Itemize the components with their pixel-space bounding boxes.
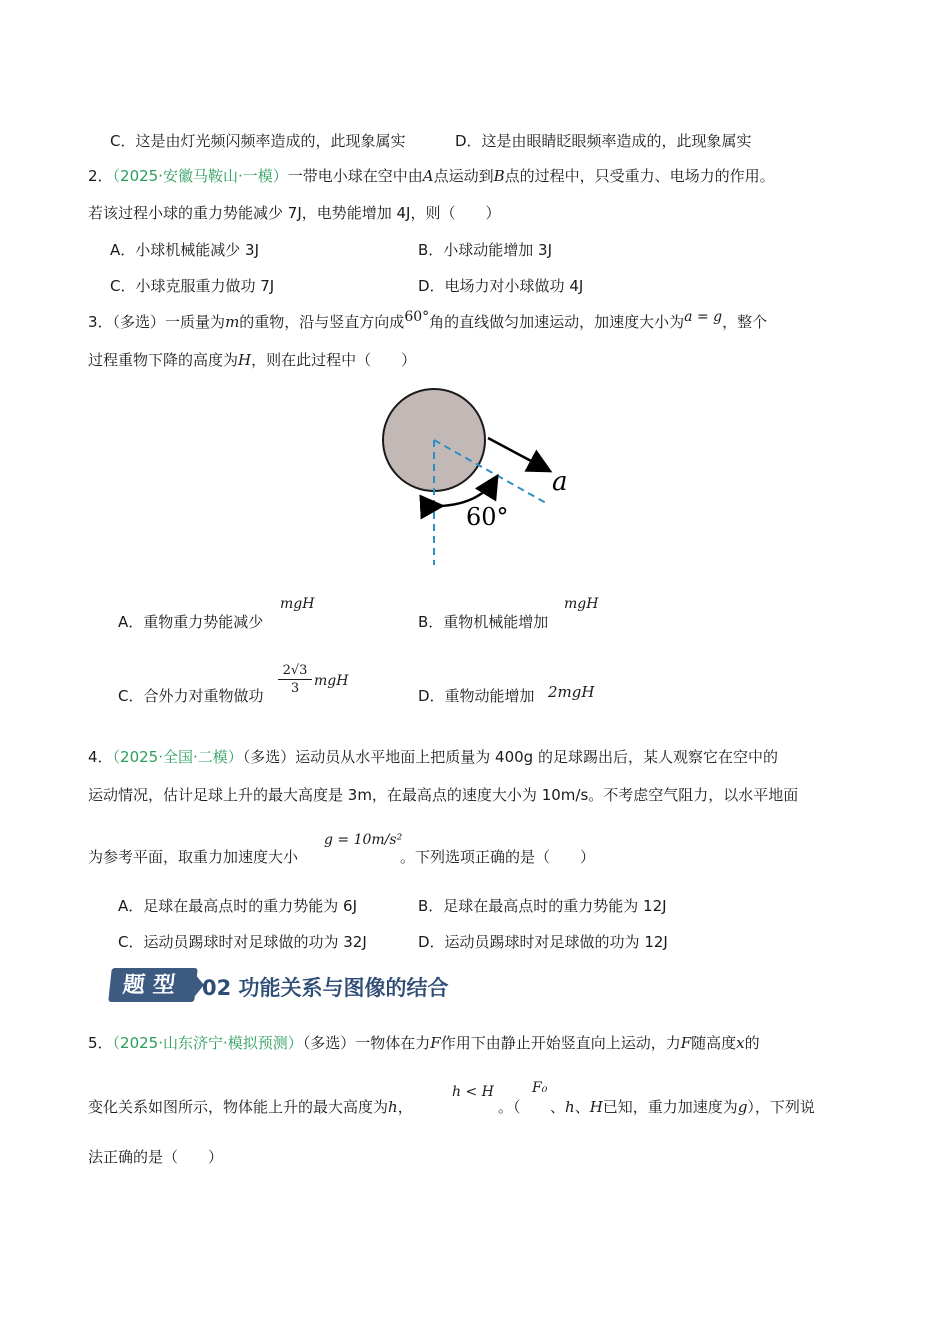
q5-text: 已知，重力加速度为 [602,1098,738,1116]
q5-f0-math: F₀ [532,1080,548,1096]
arrow-label-a: a [552,467,568,497]
q3-option-b: B．重物机械能增加 [418,613,549,631]
q1-option-c: C．这是由灯光频闪频率造成的，此现象属实 [110,132,406,150]
var-m: m [225,313,240,331]
q3-text: ，则在此过程中（ ） [251,351,417,369]
q5-text: （多选）一物体在力 [302,1034,431,1052]
q3-option-d-math: 2mgH [548,683,595,701]
var-h: h [388,1098,398,1116]
var-f: F [430,1034,441,1052]
q1-option-d: D．这是由眼睛眨眼频率造成的，此现象属实 [455,132,752,150]
q2-text: 一带电小球在空中由 [287,167,423,185]
q4-text: （多选）运动员从水平地面上把质量为 400g 的足球踢出后，某人观察它在空中的 [242,748,778,766]
question-source: （2025·全国·二模） [112,748,243,766]
question-number: 4． [88,748,113,766]
section-badge: 题型 [108,968,198,1002]
var-x: x [736,1034,745,1052]
var-h: h [565,1098,575,1116]
point-a-label: A [422,167,434,185]
q3-text: 角的直线做匀加速运动，加速度大小为 [429,313,685,331]
q2-option-d: D．电场力对小球做功 4J [418,277,584,295]
section-title: 02 功能关系与图像的结合 [202,976,449,1000]
q2-text: 点的过程中，只受重力、电场力的作用。 [504,167,775,185]
q3-text: （多选）一质量为 [112,313,226,331]
q4-option-d: D．运动员踢球时对足球做的功为 12J [418,933,668,951]
q4-option-c: C．运动员踢球时对足球做的功为 32J [118,933,367,951]
q3-option-c-fraction [278,662,312,697]
q5-stem-line2c [550,1097,815,1117]
q2-stem-line1 [88,166,775,186]
q5-stem-line1 [88,1033,760,1053]
q5-text: 、 [550,1098,566,1116]
q4-stem-line3b: 。下列选项正确的是（ ） [400,848,596,866]
q5-text: 随高度 [691,1034,737,1052]
acceleration-arrow [488,438,548,470]
q4-stem-line3 [88,847,298,867]
q4-g-math: g = 10m/s² [324,832,403,848]
q3-option-b-math: mgH [564,596,599,612]
angle-label: 60° [466,503,509,531]
accel-math: a = g [684,309,723,325]
var-g: g [737,1098,748,1116]
var-f: F [680,1034,692,1052]
q3-stem-line1 [88,309,768,333]
q5-stem-line3: 法正确的是（ ） [88,1148,224,1166]
q3-text: 的重物，沿与竖直方向成 [239,313,405,331]
q4-stem-line2: 运动情况，估计足球上升的最大高度是 3m，在最高点的速度大小为 10m/s。不考虑空气阻力，以水平地面 [88,786,799,804]
question-source: （2025·安徽马鞍山·一模） [112,167,288,185]
question-number: 2． [88,167,113,185]
q4-option-a: A．足球在最高点时的重力势能为 6J [118,897,357,915]
q3-text: ，整个 [722,313,768,331]
q5-text: 的 [744,1034,760,1052]
q3-text: 过程重物下降的高度为 [88,351,239,369]
q5-text: 变化关系如图所示，物体能上升的最大高度为 [88,1098,389,1116]
q3-option-d: D．重物动能增加 [418,687,535,705]
q4-option-b: B．足球在最高点时的重力势能为 12J [418,897,667,915]
q5-text: 作用下由静止开始竖直向上运动，力 [440,1034,681,1052]
q5-stem-line2b: 。（ [498,1098,521,1116]
question-number: 5． [88,1034,113,1052]
q2-option-b: B．小球动能增加 3J [418,241,553,259]
var-h: H [238,351,252,369]
q5-text: ），下列说 [747,1098,815,1116]
q5-stem-line2a [88,1097,413,1117]
fraction-numerator: 2√3 [278,662,312,680]
var-H: H [589,1098,603,1116]
q2-option-a: A．小球机械能减少 3J [110,241,259,259]
q3-option-c-math: mgH [314,673,349,689]
point-b-label: B [493,167,505,185]
q3-option-a-math: mgH [280,596,315,612]
q2-stem-line2: 若该过程小球的重力势能减少 7J，电势能增加 4J，则（ ） [88,204,501,222]
q3-stem-line2 [88,350,416,370]
fraction-denominator: 3 [290,681,300,696]
q3-option-c: C．合外力对重物做功 [118,687,264,705]
q4-stem-line1 [88,747,778,767]
q3-figure [370,380,590,570]
q3-option-a: A．重物重力势能减少 [118,613,264,631]
angle-math: 60° [404,309,430,325]
q2-text: 点运动到 [433,167,494,185]
q4-text: 为参考平面，取重力加速度大小 [88,848,299,866]
q5-text: ， [397,1098,413,1116]
q2-option-c: C．小球克服重力做功 7J [110,277,275,295]
question-source: （2025·山东济宁·模拟预测） [112,1034,303,1052]
q5-inequality: h < H [452,1084,494,1100]
q5-text: 、 [574,1098,590,1116]
question-number: 3． [88,313,113,331]
